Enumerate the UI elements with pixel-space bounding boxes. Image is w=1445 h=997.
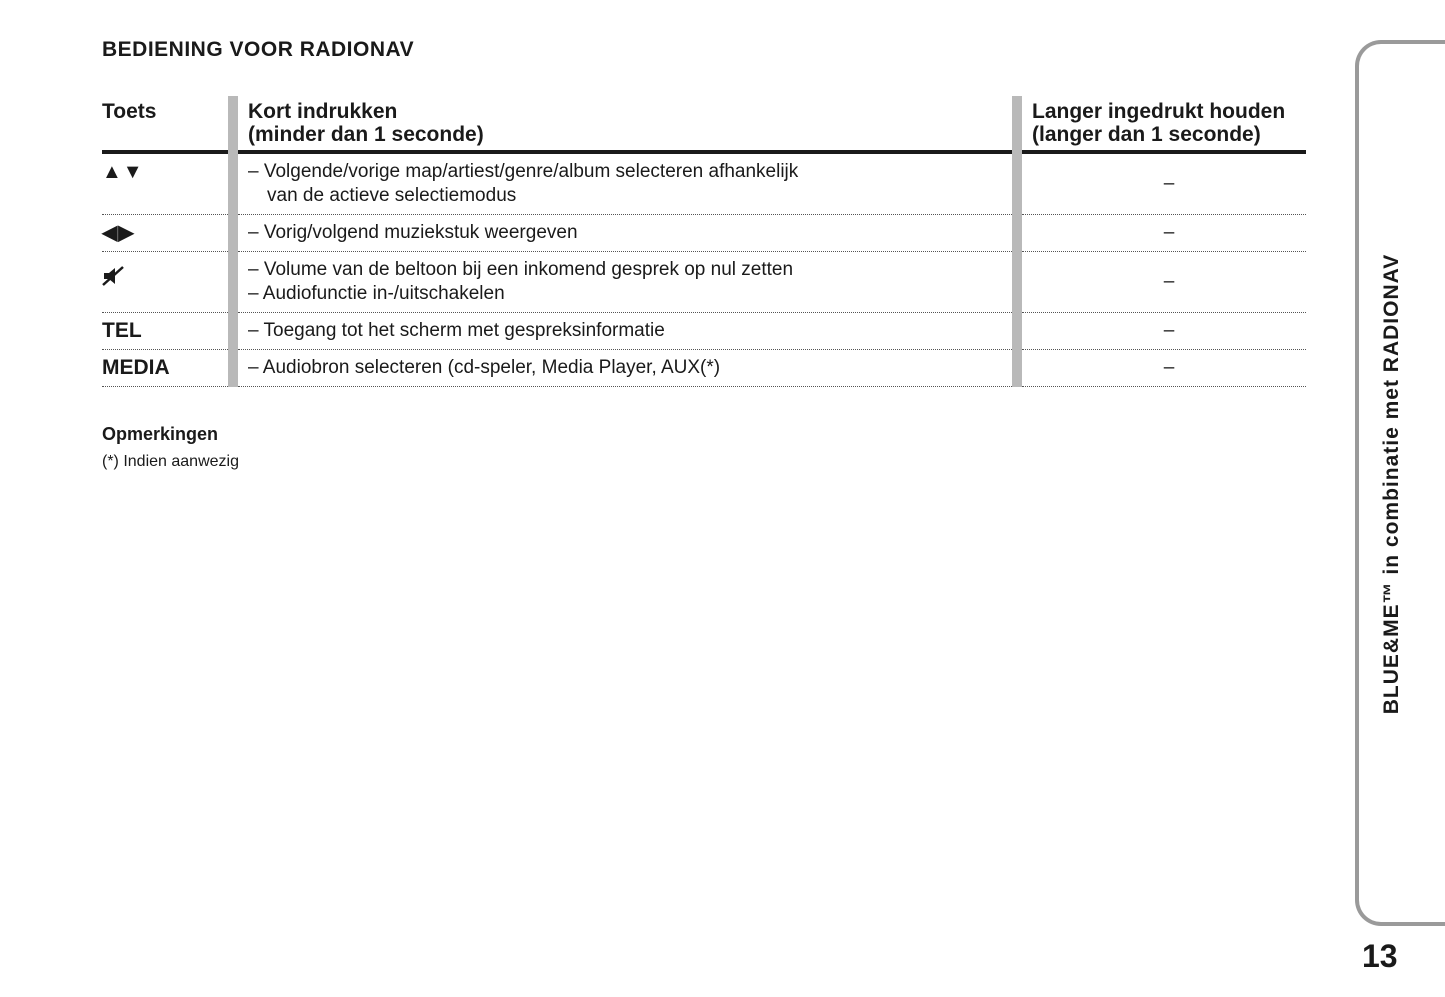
page-number: 13 [1362,938,1398,974]
long-press-cell: – [1017,252,1306,313]
short-press-cell [233,350,1017,387]
notes-section [102,424,239,471]
short-press-cell [233,313,1017,350]
short-press-line: – Volgende/vorige map/artiest/genre/album selecteren afhankelijk [248,161,799,182]
key-media: MEDIA [102,356,170,379]
short-press-line: – Volume van de beltoon bij een inkomend gesprek op nul zetten [248,259,794,280]
key-mute [102,252,233,313]
short-press-line: – Toegang tot het scherm met gespreksinformatie [248,320,665,341]
short-press-line: van de actieve selectiemodus [267,185,517,206]
long-press-cell: – [1017,152,1306,215]
long-press-cell: – [1017,350,1306,387]
notes-text: (*) Indien aanwezig [102,453,239,470]
table-row [102,152,1306,215]
table-row [102,252,1306,313]
mute-icon [102,264,126,288]
short-press-line: – Audiofunctie in-/uitschakelen [248,283,505,304]
table-row [102,350,1306,387]
header-long-line2: (langer dan 1 seconde) [1032,123,1261,146]
controls-table [102,96,1306,387]
long-press-cell: – [1017,215,1306,252]
long-press-cell: – [1017,313,1306,350]
header-short-line2: (minder dan 1 seconde) [248,123,484,146]
key-tel: TEL [102,319,142,342]
short-press-cell [233,152,1017,215]
page-heading: BEDIENING VOOR RADIONAV [102,38,415,61]
header-short-line1: Kort indrukken [248,100,398,123]
header-long-press [1017,96,1306,152]
header-short-press [233,96,1017,152]
table-header-row [102,96,1306,152]
key-left-right [102,215,233,252]
short-press-line: – Audiobron selecteren (cd-speler, Media Player, AUX(*) [248,357,721,378]
notes-title: Opmerkingen [102,424,219,444]
key-up-down [102,152,233,215]
header-key: Toets [102,100,157,123]
table-row [102,313,1306,350]
side-tab-label: BLUE&ME™ in combinatie met RADIONAV [1380,253,1403,715]
header-long-line1: Langer ingedrukt houden [1032,100,1286,123]
table-row [102,215,1306,252]
short-press-cell [233,215,1017,252]
left-right-arrows-icon: ◀▶ [102,222,135,244]
short-press-line: – Vorig/volgend muziekstuk weergeven [248,222,578,243]
up-down-arrows-icon: ▲▼ [102,161,144,183]
short-press-cell [233,252,1017,313]
